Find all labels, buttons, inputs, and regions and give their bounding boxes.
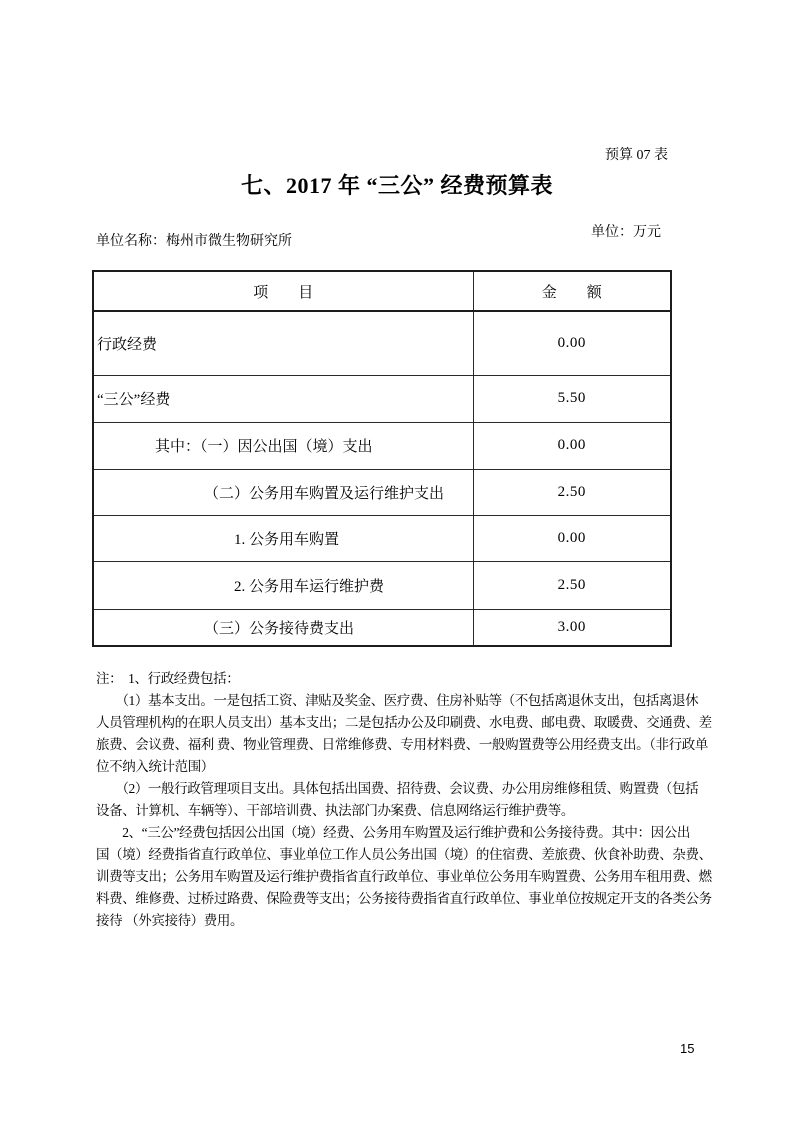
row-amount: 5.50	[473, 375, 671, 422]
page-number: 15	[680, 1041, 695, 1056]
row-label: 行政经费	[93, 311, 473, 375]
note-line: 人员管理机构的在职人员支出）基本支出；二是包括办公及印刷费、水电费、邮电费、取暖费、交通费、差	[96, 715, 712, 730]
note-line: 设备、计算机、车辆等）、干部培训费、执法部门办案费、信息网络运行维护费等。	[96, 803, 574, 818]
note-line: 国（境）经费指省直行政单位、事业单位工作人员公务出国（境）的住宿费、差旅费、伙食补助费、杂费、	[96, 847, 712, 862]
budget-table	[92, 270, 672, 647]
table-row	[93, 422, 671, 469]
form-number-label: 预算 07 表	[605, 148, 668, 163]
table-row	[93, 609, 671, 646]
note-line: 训费等支出；公务用车购置及运行维护费指省直行政单位、事业单位公务用车购置费、公务用车租用费、燃	[96, 869, 712, 884]
row-amount: 3.00	[473, 609, 671, 646]
currency-unit-label: 单位：万元	[591, 225, 661, 240]
note-line: （1）基本支出。一是包括工资、津贴及奖金、医疗费、住房补贴等（不包括离退休支出，包括离退休	[96, 693, 699, 708]
row-label: 2. 公务用车运行维护费	[93, 561, 473, 609]
page-title: 七、2017 年 “三公” 经费预算表	[240, 173, 553, 198]
table-row	[93, 561, 671, 609]
table-row	[93, 515, 671, 561]
note-line: 旅费、会议费、福利 费、物业管理费、日常维修费、专用材料费、一般购置费等公用经费支出。（非行政单	[96, 737, 708, 752]
row-amount: 0.00	[473, 515, 671, 561]
row-label: 1. 公务用车购置	[93, 515, 473, 561]
column-header-amount: 金 额	[473, 271, 671, 311]
row-amount: 2.50	[473, 561, 671, 609]
table-row	[93, 311, 671, 375]
row-amount: 0.00	[473, 422, 671, 469]
column-header-item: 项 目	[93, 271, 473, 311]
note-line: 注： 1、行政经费包括：	[96, 671, 240, 686]
note-line: 料费、维修费、过桥过路费、保险费等支出；公务接待费指省直行政单位、事业单位按规定开支的各类公务	[96, 891, 712, 906]
table-row	[93, 375, 671, 422]
unit-name-label: 单位名称：梅州市微生物研究所	[96, 234, 292, 249]
note-line: 接待 （外宾接待）费用。	[96, 913, 244, 928]
row-label: （二）公务用车购置及运行维护支出	[93, 469, 473, 515]
note-line: 2、“三公”经费包括因公出国（境）经费、公务用车购置及运行维护费和公务接待费。其中：因公出	[96, 825, 690, 840]
note-line: 位不纳入统计范围）	[96, 759, 214, 774]
row-label: （三）公务接待费支出	[93, 609, 473, 646]
notes-section	[96, 668, 736, 932]
row-label: “三公”经费	[93, 375, 473, 422]
row-label: 其中：（一）因公出国（境）支出	[93, 422, 473, 469]
row-amount: 2.50	[473, 469, 671, 515]
table-header-row	[93, 271, 671, 311]
table-row	[93, 469, 671, 515]
row-amount: 0.00	[473, 311, 671, 375]
note-line: （2）一般行政管理项目支出。具体包括出国费、招待费、会议费、办公用房维修租赁、购置费（包括	[96, 781, 699, 796]
